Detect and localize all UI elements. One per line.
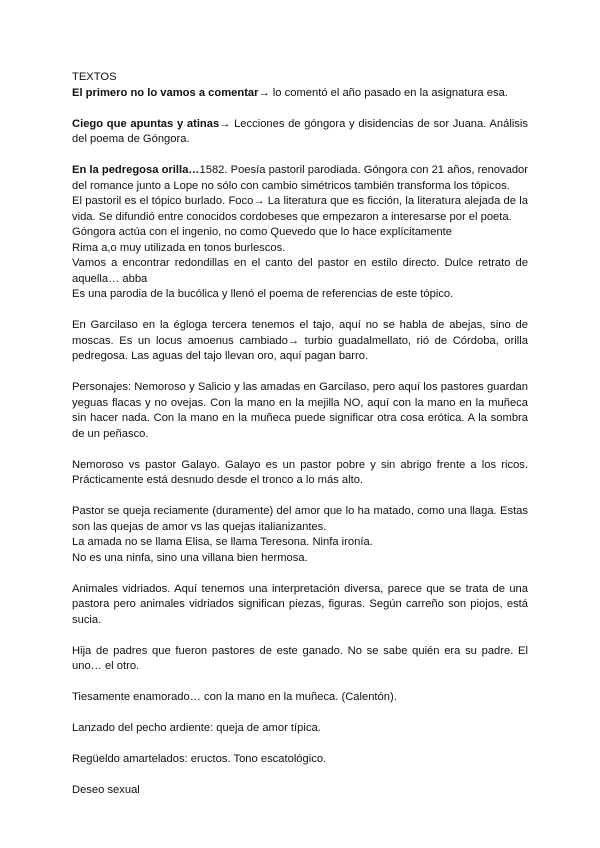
pedregosa-line-1-text: 1582. Poesía pastoril parodiada. Góngora con 21 años, renovador del romance junto a Lope no sólo con cambio simétricos también transforma los tópicos. bbox=[72, 164, 528, 192]
paragraph-lanzado: Lanzado del pecho ardiente: queja de amor típica. bbox=[72, 722, 321, 734]
paragraph-personajes: Personajes: Nemoroso y Salicio y las amadas en Garcilaso, pero aquí los pastores guardan yeguas flacas y no ovejas. Con la mano en la mejilla NO, aquí con la mano en la muñeca sin hacer nada. Con la mano en la muñeca puede significar otra cosa erótica. A la sombra de un peñasco. bbox=[72, 381, 528, 440]
poem-title-ciego: Ciego que apuntas y atinas bbox=[72, 117, 220, 130]
pedregosa-line-1 bbox=[72, 163, 528, 194]
pedregosa-line-4: Rima a,o muy utilizada en tonos burlescos. bbox=[72, 241, 286, 254]
doc-title: TEXTOS bbox=[72, 71, 117, 83]
document-page bbox=[72, 70, 528, 814]
paragraph-reguueldo: Regüeldo amartelados: eructos. Tono escatológico. bbox=[72, 753, 327, 765]
paragraph-tiesamente: Tiesamente enamorado… con la mano en la muñeca. (Calentón). bbox=[72, 691, 397, 703]
paragraph-ciego bbox=[72, 117, 528, 148]
intro-block bbox=[72, 70, 528, 101]
paragraph-nemoroso: Nemoroso vs pastor Galayo. Galayo es un pastor pobre y sin abrigo frente a los ricos. Prácticamente está desnudo desde el tronco a lo más alto. bbox=[72, 458, 528, 486]
paragraph-first-poem-text: → lo comentó el año pasado en la asignatura esa. bbox=[258, 86, 508, 99]
paragraph-hija: Hija de padres que fueron pastores de este ganado. No se sabe quién era su padre. El uno… el otro. bbox=[72, 644, 528, 672]
pedregosa-line-2: El pastoril es el tópico burlado. Foco→ La literatura que es ficción, la literatura alejada de la vida. Se difundió entre conocidos cordobeses que empezaron a interesarse por el poeta. bbox=[72, 195, 528, 223]
paragraph-pastor-queja bbox=[72, 504, 528, 566]
paragraph-pedregosa bbox=[72, 163, 528, 303]
paragraph-garcilaso: En Garcilaso en la égloga tercera tenemos el tajo, aquí no se habla de abejas, sino de moscas. Es un locus amoenus cambiado→ turbio guadalmellato, rió de Córdoba, orilla pedregosa. Las aguas del tajo llevan oro, aquí pagan barro. bbox=[72, 319, 528, 362]
paragraph-ciego-text: → Lecciones de góngora y disidencias de sor Juana. Análisis del poema de Góngora. bbox=[72, 117, 528, 145]
pastor-queja-line-2: La amada no se llama Elisa, se llama Teresona. Ninfa ironía. bbox=[72, 536, 373, 548]
poem-title-pedregosa: En la pedregosa orilla… bbox=[72, 164, 200, 176]
pastor-queja-line-1: Pastor se queja reciamente (duramente) del amor que lo ha matado, como una llaga. Estas son las quejas de amor vs las quejas italianizantes. bbox=[72, 505, 528, 533]
paragraph-first-poem bbox=[72, 86, 528, 102]
paragraph-deseo: Deseo sexual bbox=[72, 784, 140, 796]
poem-title-first: El primero no lo vamos a comentar bbox=[72, 86, 259, 99]
pedregosa-line-3: Góngora actúa con el ingenio, no como Quevedo que lo hace explícitamente bbox=[72, 226, 453, 238]
pastor-queja-line-3: No es una ninfa, sino una villana bien hermosa. bbox=[72, 551, 308, 564]
pedregosa-line-5: Vamos a encontrar redondillas en el canto del pastor en estilo directo. Dulce retrato de aquella… abba bbox=[72, 257, 528, 285]
paragraph-animales: Animales vidriados. Aquí tenemos una interpretación diversa, parece que se trata de una pastora pero animales vidriados significan piezas, figuras. Según carreño son piojos, está sucia. bbox=[72, 582, 528, 626]
pedregosa-line-6: Es una parodia de la bucólica y llenó el poema de referencias de este tópico. bbox=[72, 288, 454, 300]
